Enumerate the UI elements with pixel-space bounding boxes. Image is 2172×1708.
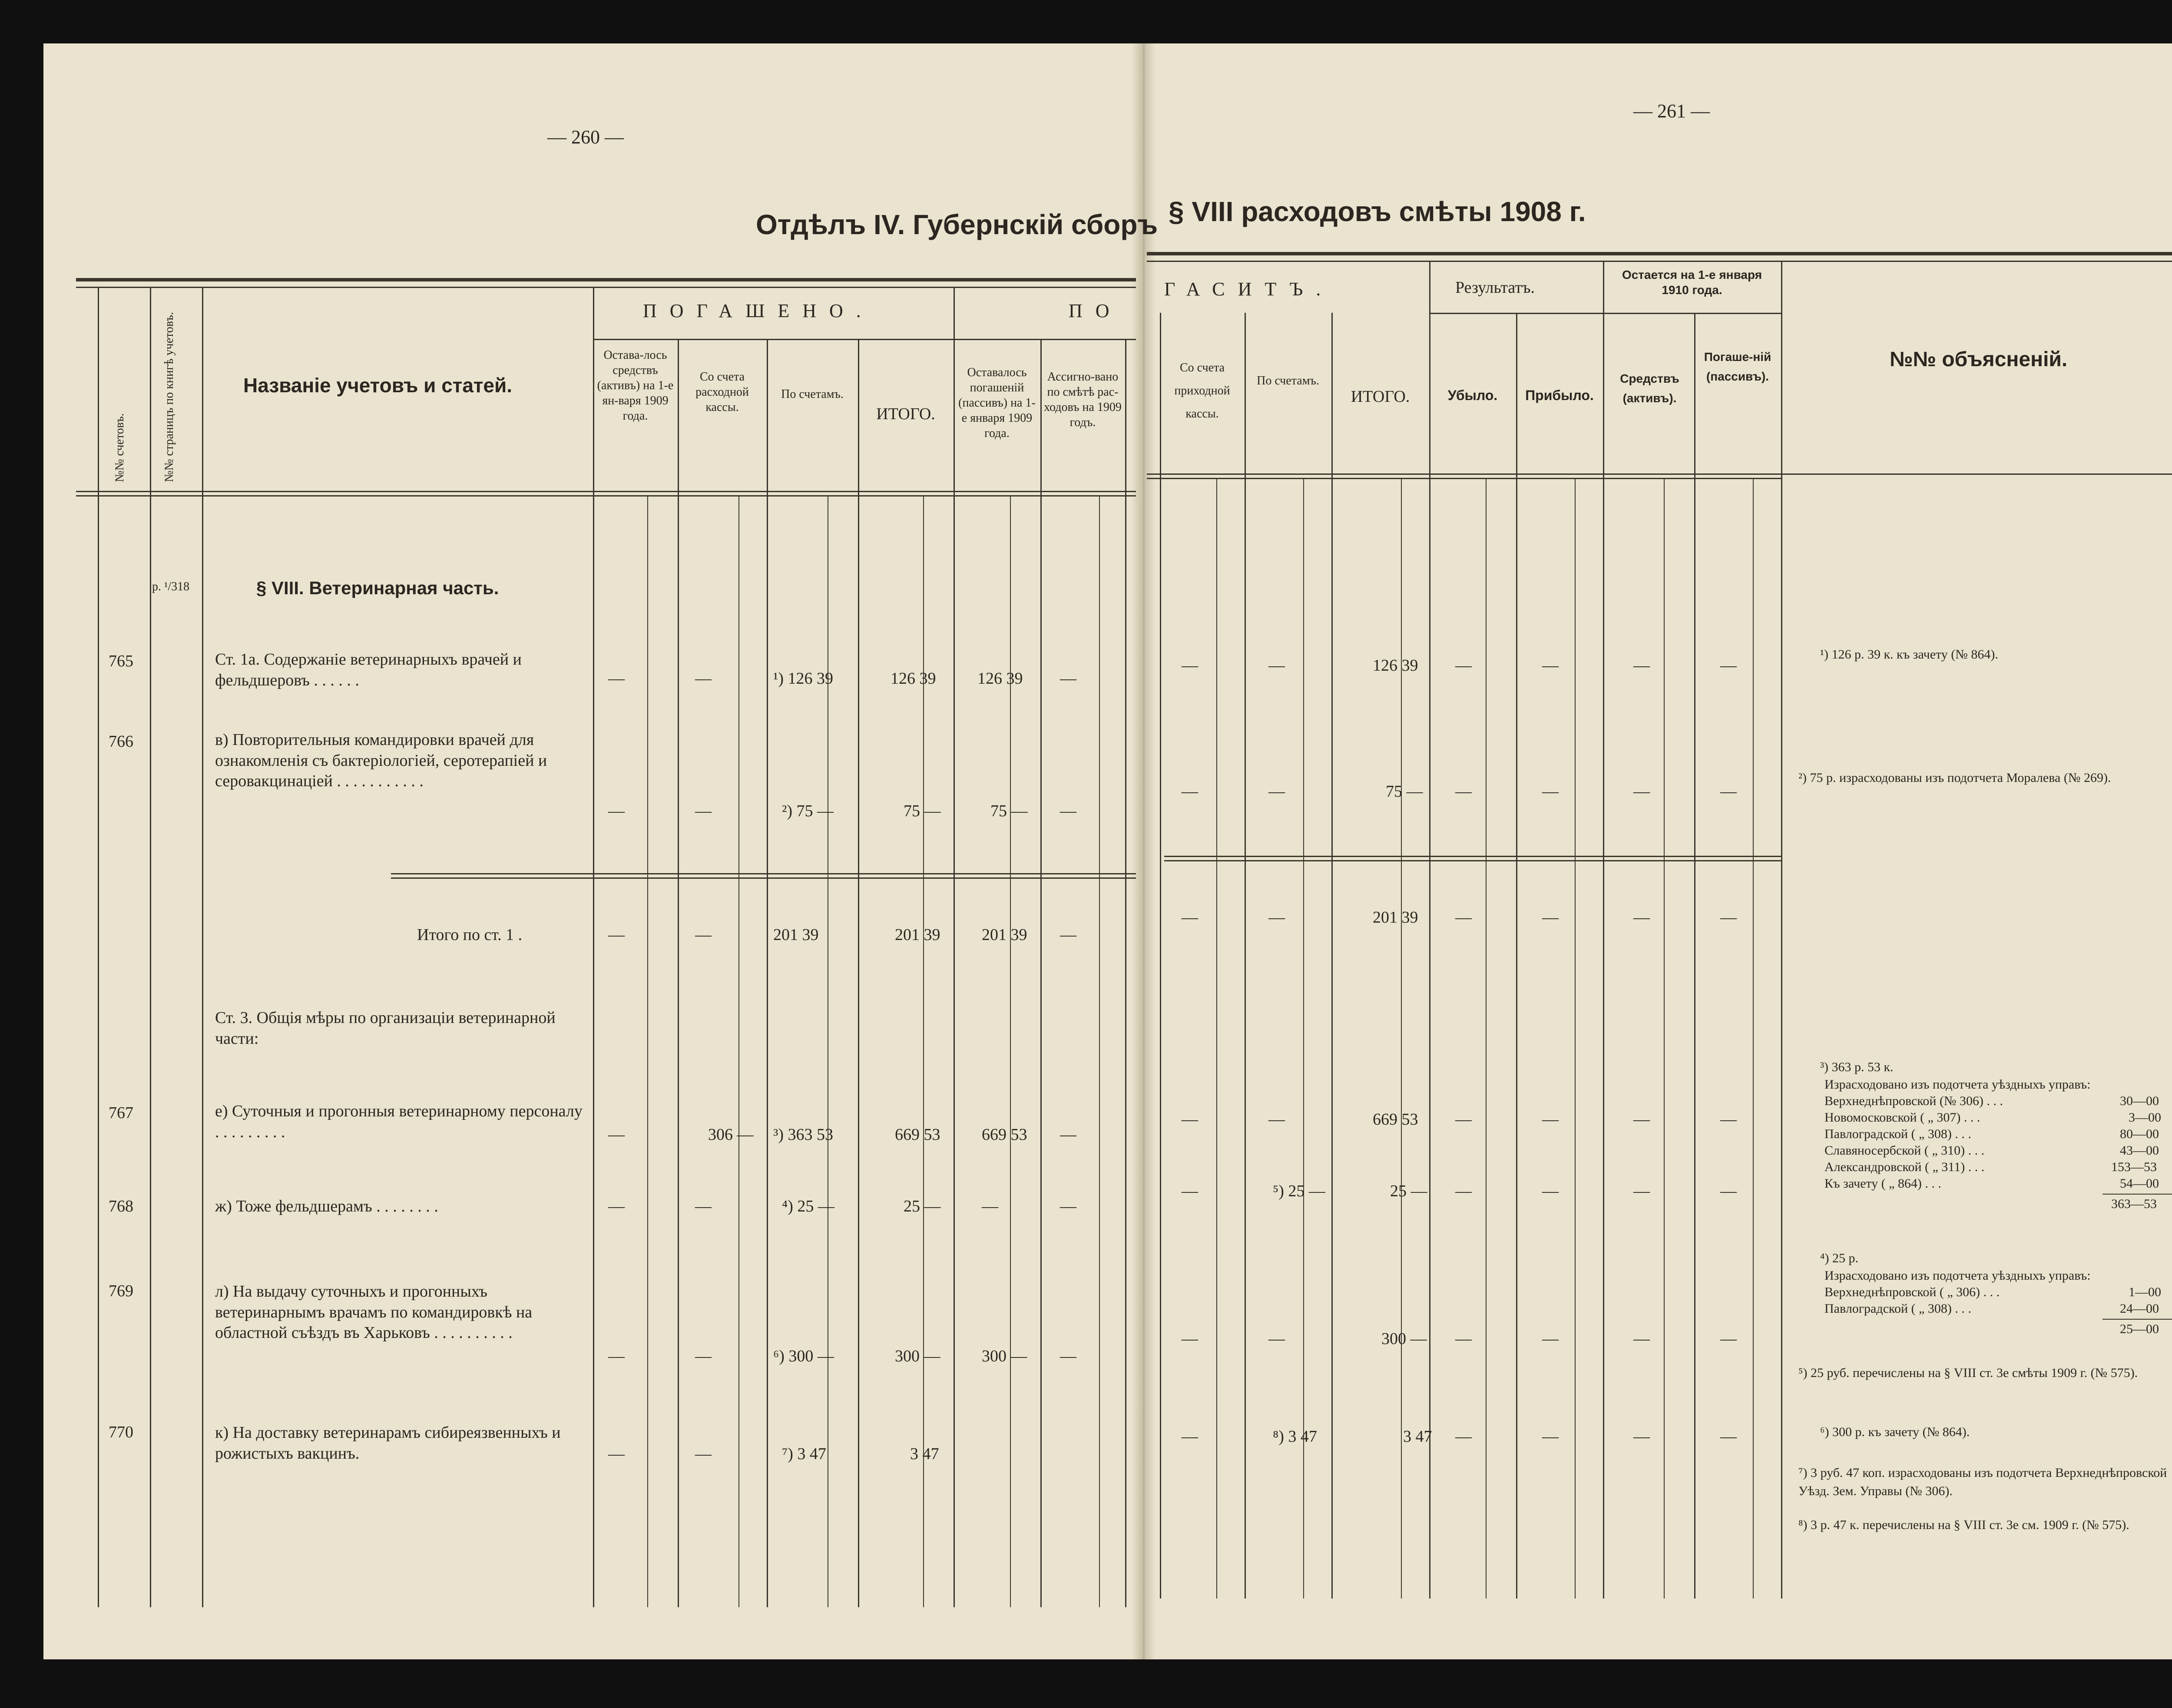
row-cell: — — [1455, 908, 1472, 927]
row-cell: 75 — — [904, 802, 941, 820]
row-cell: 75 — — [990, 802, 1028, 820]
header-col-allocated: Ассигно-вано по смѣтѣ рас-ходовъ на 1909 годъ. — [1044, 370, 1122, 429]
row-name: л) На выдачу суточныхъ и прогонныхъ ветеринарнымъ врачамъ по командировкѣ на областной съѣздъ въ Харьковъ . . . . . . . . . . — [215, 1282, 533, 1342]
header-col-total: ИТОГО. — [876, 405, 935, 423]
row-cell: ⁴) 25 — — [782, 1197, 834, 1215]
row-cell: 75 — — [1386, 782, 1423, 801]
book-gutter — [1132, 43, 1156, 1659]
note-8: ⁸) 3 р. 47 к. перечислены на § VIII ст. 3е см. 1909 г. (№ 575). — [1798, 1518, 2129, 1532]
row-cell: 201 39 — [982, 926, 1027, 944]
row-cell: — — [1268, 1110, 1285, 1129]
note-3-amount: 30—00 — [2120, 1094, 2159, 1108]
note-3-subtitle: Израсходовано изъ подотчета уѣздныхъ управъ: — [1824, 1077, 2091, 1092]
row-account-number: 770 — [109, 1423, 133, 1441]
row-cell: — — [1455, 782, 1472, 801]
header-book-pages: №№ страницъ по книгѣ учетовъ. — [162, 312, 176, 482]
row-cell: — — [1633, 656, 1650, 675]
note-5: ⁵) 25 руб. перечислены на § VIII ст. 3е смѣты 1909 г. (№ 575). — [1798, 1366, 2138, 1380]
row-cell: — — [1182, 908, 1198, 927]
row-cell: — — [1455, 1110, 1472, 1129]
row-account-number: 769 — [109, 1282, 133, 1300]
header-col-explanations: №№ объясненій. — [1890, 348, 2068, 371]
note-4-amount: 24—00 — [2120, 1301, 2159, 1316]
note-3-amount: 54—00 — [2120, 1176, 2159, 1191]
row-cell: — — [608, 1347, 625, 1365]
header-col-by-accounts: По счетамъ. — [781, 387, 844, 401]
row-cell: — — [1182, 1330, 1198, 1348]
section-title: § VIII. Ветеринарная часть. — [256, 578, 499, 598]
row-cell: — — [1542, 1110, 1559, 1129]
header-col-decreased: Убыло. — [1447, 387, 1498, 403]
note-4-line: Верхнеднѣпровской ( „ 306) . . . — [1824, 1285, 2000, 1299]
row-cell: — — [1633, 1110, 1650, 1129]
row-cell: — — [608, 1197, 625, 1215]
subtotal-label: Итого по ст. 1 . — [417, 926, 523, 944]
row-cell: 25 — — [904, 1197, 941, 1215]
row-cell: — — [1720, 908, 1737, 927]
row-cell: 201 39 — [1373, 908, 1418, 927]
row-cell: — — [1542, 1427, 1559, 1446]
note-3-line: Верхнеднѣпровской (№ 306) . . . — [1824, 1094, 2003, 1108]
row-cell: ²) 75 — — [782, 802, 834, 820]
row-cell: 306 — — [708, 1125, 754, 1144]
header-col-liabilities: Погаше-ній (пассивъ). — [1704, 350, 1771, 383]
left-page-number: — 260 — — [547, 126, 624, 148]
row-cell: 3 47 — [910, 1445, 939, 1463]
header-col-remaining-liabilities: Оставалось погашеній (пассивъ) на 1-е января 1909 года. — [958, 366, 1036, 440]
header-group-po: ПО — [1069, 300, 1122, 321]
right-page-number: — 261 — — [1633, 100, 1710, 122]
row-cell: ³) 363 53 — [773, 1125, 834, 1144]
note-3-line: Къ зачету ( „ 864) . . . — [1824, 1176, 1941, 1191]
row-cell: 126 39 — [891, 669, 936, 688]
row-cell: — — [1060, 1347, 1076, 1365]
row-cell: — — [1182, 1182, 1198, 1200]
row-cell: — — [1455, 656, 1472, 675]
row-cell: 300 — — [895, 1347, 940, 1365]
row-cell: — — [695, 802, 712, 820]
note-4-subtitle: Израсходовано изъ подотчета уѣздныхъ управъ: — [1824, 1268, 2091, 1283]
row-cell: 201 39 — [895, 926, 940, 944]
row-account-number: 765 — [109, 652, 133, 670]
row-cell: 3 47 — [1403, 1427, 1432, 1446]
row-cell: — — [1542, 1182, 1559, 1200]
header-col-increased: Прибыло. — [1525, 387, 1594, 403]
row-cell: — — [1720, 1182, 1737, 1200]
row-cell: — — [1542, 1330, 1559, 1348]
row-name: в) Повторительныя командировки врачей для ознакомленія съ бактеріологіей, серотерапіей и серовакцинаціей . . . . . . . . . . . — [215, 731, 547, 790]
row-cell: — — [608, 669, 625, 688]
row-cell: — — [608, 1445, 625, 1463]
header-group-result: Результатъ. — [1455, 278, 1535, 297]
row-cell: 300 — — [982, 1347, 1027, 1365]
row-cell: — — [1268, 908, 1285, 927]
row-cell: — — [1060, 1197, 1076, 1215]
row-cell: — — [1633, 908, 1650, 927]
row-account-number: 766 — [109, 732, 133, 751]
header-col-assets: Средствъ (активъ). — [1620, 372, 1679, 405]
row-cell: 201 39 — [773, 926, 819, 944]
header-account-names: Названіе учетовъ и статей. — [243, 374, 513, 397]
header-col-remaining-assets: Остава-лось средствъ (активъ) на 1-е ян-варя 1909 года. — [597, 348, 674, 423]
row-name: Ст. 1а. Содержаніе ветеринарныхъ врачей и фельдшеровъ . . . . . . — [215, 650, 522, 689]
row-cell: — — [1720, 656, 1737, 675]
row-cell: — — [1455, 1330, 1472, 1348]
header-group-pogasheno: ПОГАШЕНО. — [643, 300, 874, 321]
row-cell: — — [1182, 656, 1198, 675]
row-cell: — — [1182, 1110, 1198, 1129]
row-cell: — — [1455, 1427, 1472, 1446]
header-col-total: ИТОГО. — [1351, 387, 1410, 406]
row-cell: — — [1060, 1125, 1076, 1144]
row-cell: — — [1182, 1427, 1198, 1446]
note-4-amount: 1—00 — [2129, 1285, 2161, 1299]
article-heading: Ст. 3. Общія мѣры по организаціи ветеринарной части: — [215, 1009, 556, 1048]
row-cell: — — [982, 1197, 998, 1215]
row-cell: ¹) 126 39 — [773, 669, 834, 688]
row-cell: — — [695, 926, 712, 944]
row-cell: — — [1720, 782, 1737, 801]
row-cell: 669 53 — [895, 1125, 940, 1144]
note-3-line: Славяносербской ( „ 310) . . . — [1824, 1143, 1985, 1158]
row-cell: 669 53 — [1373, 1110, 1418, 1129]
row-account-number: 768 — [109, 1197, 133, 1215]
note-4-total: 25—00 — [2120, 1322, 2159, 1336]
header-group-remaining: Остается на 1-е января 1910 года. — [1622, 268, 1762, 297]
row-cell: — — [695, 669, 712, 688]
note-3-title: ³) 363 р. 53 к. — [1820, 1060, 1894, 1074]
right-page-title: § VIII расходовъ смѣты 1908 г. — [1169, 196, 1586, 227]
row-cell: 126 39 — [977, 669, 1023, 688]
row-cell: ⁶) 300 — — [773, 1347, 834, 1365]
row-cell: — — [1720, 1427, 1737, 1446]
row-cell: — — [1633, 782, 1650, 801]
left-page-title: Отдѣлъ IV. Губернскій сборъ — [756, 209, 1158, 240]
row-cell: — — [1633, 1427, 1650, 1446]
row-cell: — — [1060, 669, 1076, 688]
row-cell: — — [1542, 656, 1559, 675]
row-name: к) На доставку ветеринарамъ сибиреязвенныхъ и рожистыхъ вакцинъ. — [215, 1423, 561, 1463]
row-name: е) Суточныя и прогонныя ветеринарному персоналу . . . . . . . . . — [215, 1102, 583, 1141]
row-cell: 300 — — [1381, 1330, 1427, 1348]
row-cell: 25 — — [1390, 1182, 1427, 1200]
note-3-line: Павлоградской ( „ 308) . . . — [1824, 1127, 1971, 1141]
section-page-ref: р. ¹/318 — [152, 580, 190, 593]
row-cell: — — [608, 802, 625, 820]
row-cell: — — [608, 926, 625, 944]
row-name: ж) Тоже фельдшерамъ . . . . . . . . — [215, 1197, 438, 1215]
row-cell: ⁷) 3 47 — [782, 1445, 826, 1463]
note-3-amount: 80—00 — [2120, 1127, 2159, 1141]
row-cell: — — [1268, 782, 1285, 801]
note-3-total: 363—53 — [2111, 1197, 2157, 1211]
note-3-amount: 43—00 — [2120, 1143, 2159, 1158]
header-col-income-cash: Со счета приходной кассы. — [1174, 361, 1230, 421]
row-cell: — — [1268, 1330, 1285, 1348]
note-3-line: Новомосковской ( „ 307) . . . — [1824, 1110, 1980, 1125]
row-cell: — — [695, 1347, 712, 1365]
row-cell: — — [1720, 1110, 1737, 1129]
note-4-line: Павлоградской ( „ 308) . . . — [1824, 1301, 1971, 1316]
row-cell: — — [1268, 656, 1285, 675]
row-cell: ⁸) 3 47 — [1273, 1427, 1317, 1446]
right-top-rule — [1147, 252, 2172, 255]
header-group-gasit: ГАСИТЪ. — [1164, 278, 1334, 300]
note-3-line: Александровской ( „ 311) . . . — [1824, 1160, 1985, 1174]
row-cell: — — [1542, 908, 1559, 927]
header-col-expense-cash: Со счета расходной кассы. — [695, 370, 749, 414]
note-6: ⁶) 300 р. къ зачету (№ 864). — [1820, 1425, 1970, 1439]
row-cell: — — [608, 1125, 625, 1144]
row-cell: — — [1060, 802, 1076, 820]
row-cell: — — [1542, 782, 1559, 801]
row-cell: — — [1182, 782, 1198, 801]
row-account-number: 767 — [109, 1104, 133, 1122]
header-account-numbers: №№ счетовъ. — [113, 413, 126, 482]
note-1: ¹) 126 р. 39 к. къ зачету (№ 864). — [1820, 647, 1998, 662]
row-cell: — — [1060, 926, 1076, 944]
note-3-amount: 3—00 — [2129, 1110, 2161, 1125]
row-cell: 669 53 — [982, 1125, 1027, 1144]
row-cell: — — [1633, 1182, 1650, 1200]
row-cell: — — [695, 1445, 712, 1463]
row-cell: 126 39 — [1373, 656, 1418, 675]
header-col-by-accounts: По счетамъ. — [1257, 374, 1319, 387]
note-2: ²) 75 р. израсходованы изъ подотчета Моралева (№ 269). — [1798, 771, 2111, 785]
note-4-title: ⁴) 25 р. — [1820, 1251, 1858, 1265]
row-cell: ⁵) 25 — — [1273, 1182, 1325, 1200]
row-cell: — — [1455, 1182, 1472, 1200]
row-cell: — — [695, 1197, 712, 1215]
note-7: ⁷) 3 руб. 47 коп. израсходованы изъ подотчета Верхнеднѣпровской Уѣзд. Зем. Управы (№ 306). — [1798, 1466, 2167, 1498]
note-3-amount: 153—53 — [2111, 1160, 2157, 1174]
row-cell: — — [1720, 1330, 1737, 1348]
left-top-rule — [76, 278, 1136, 281]
row-cell: — — [1633, 1330, 1650, 1348]
